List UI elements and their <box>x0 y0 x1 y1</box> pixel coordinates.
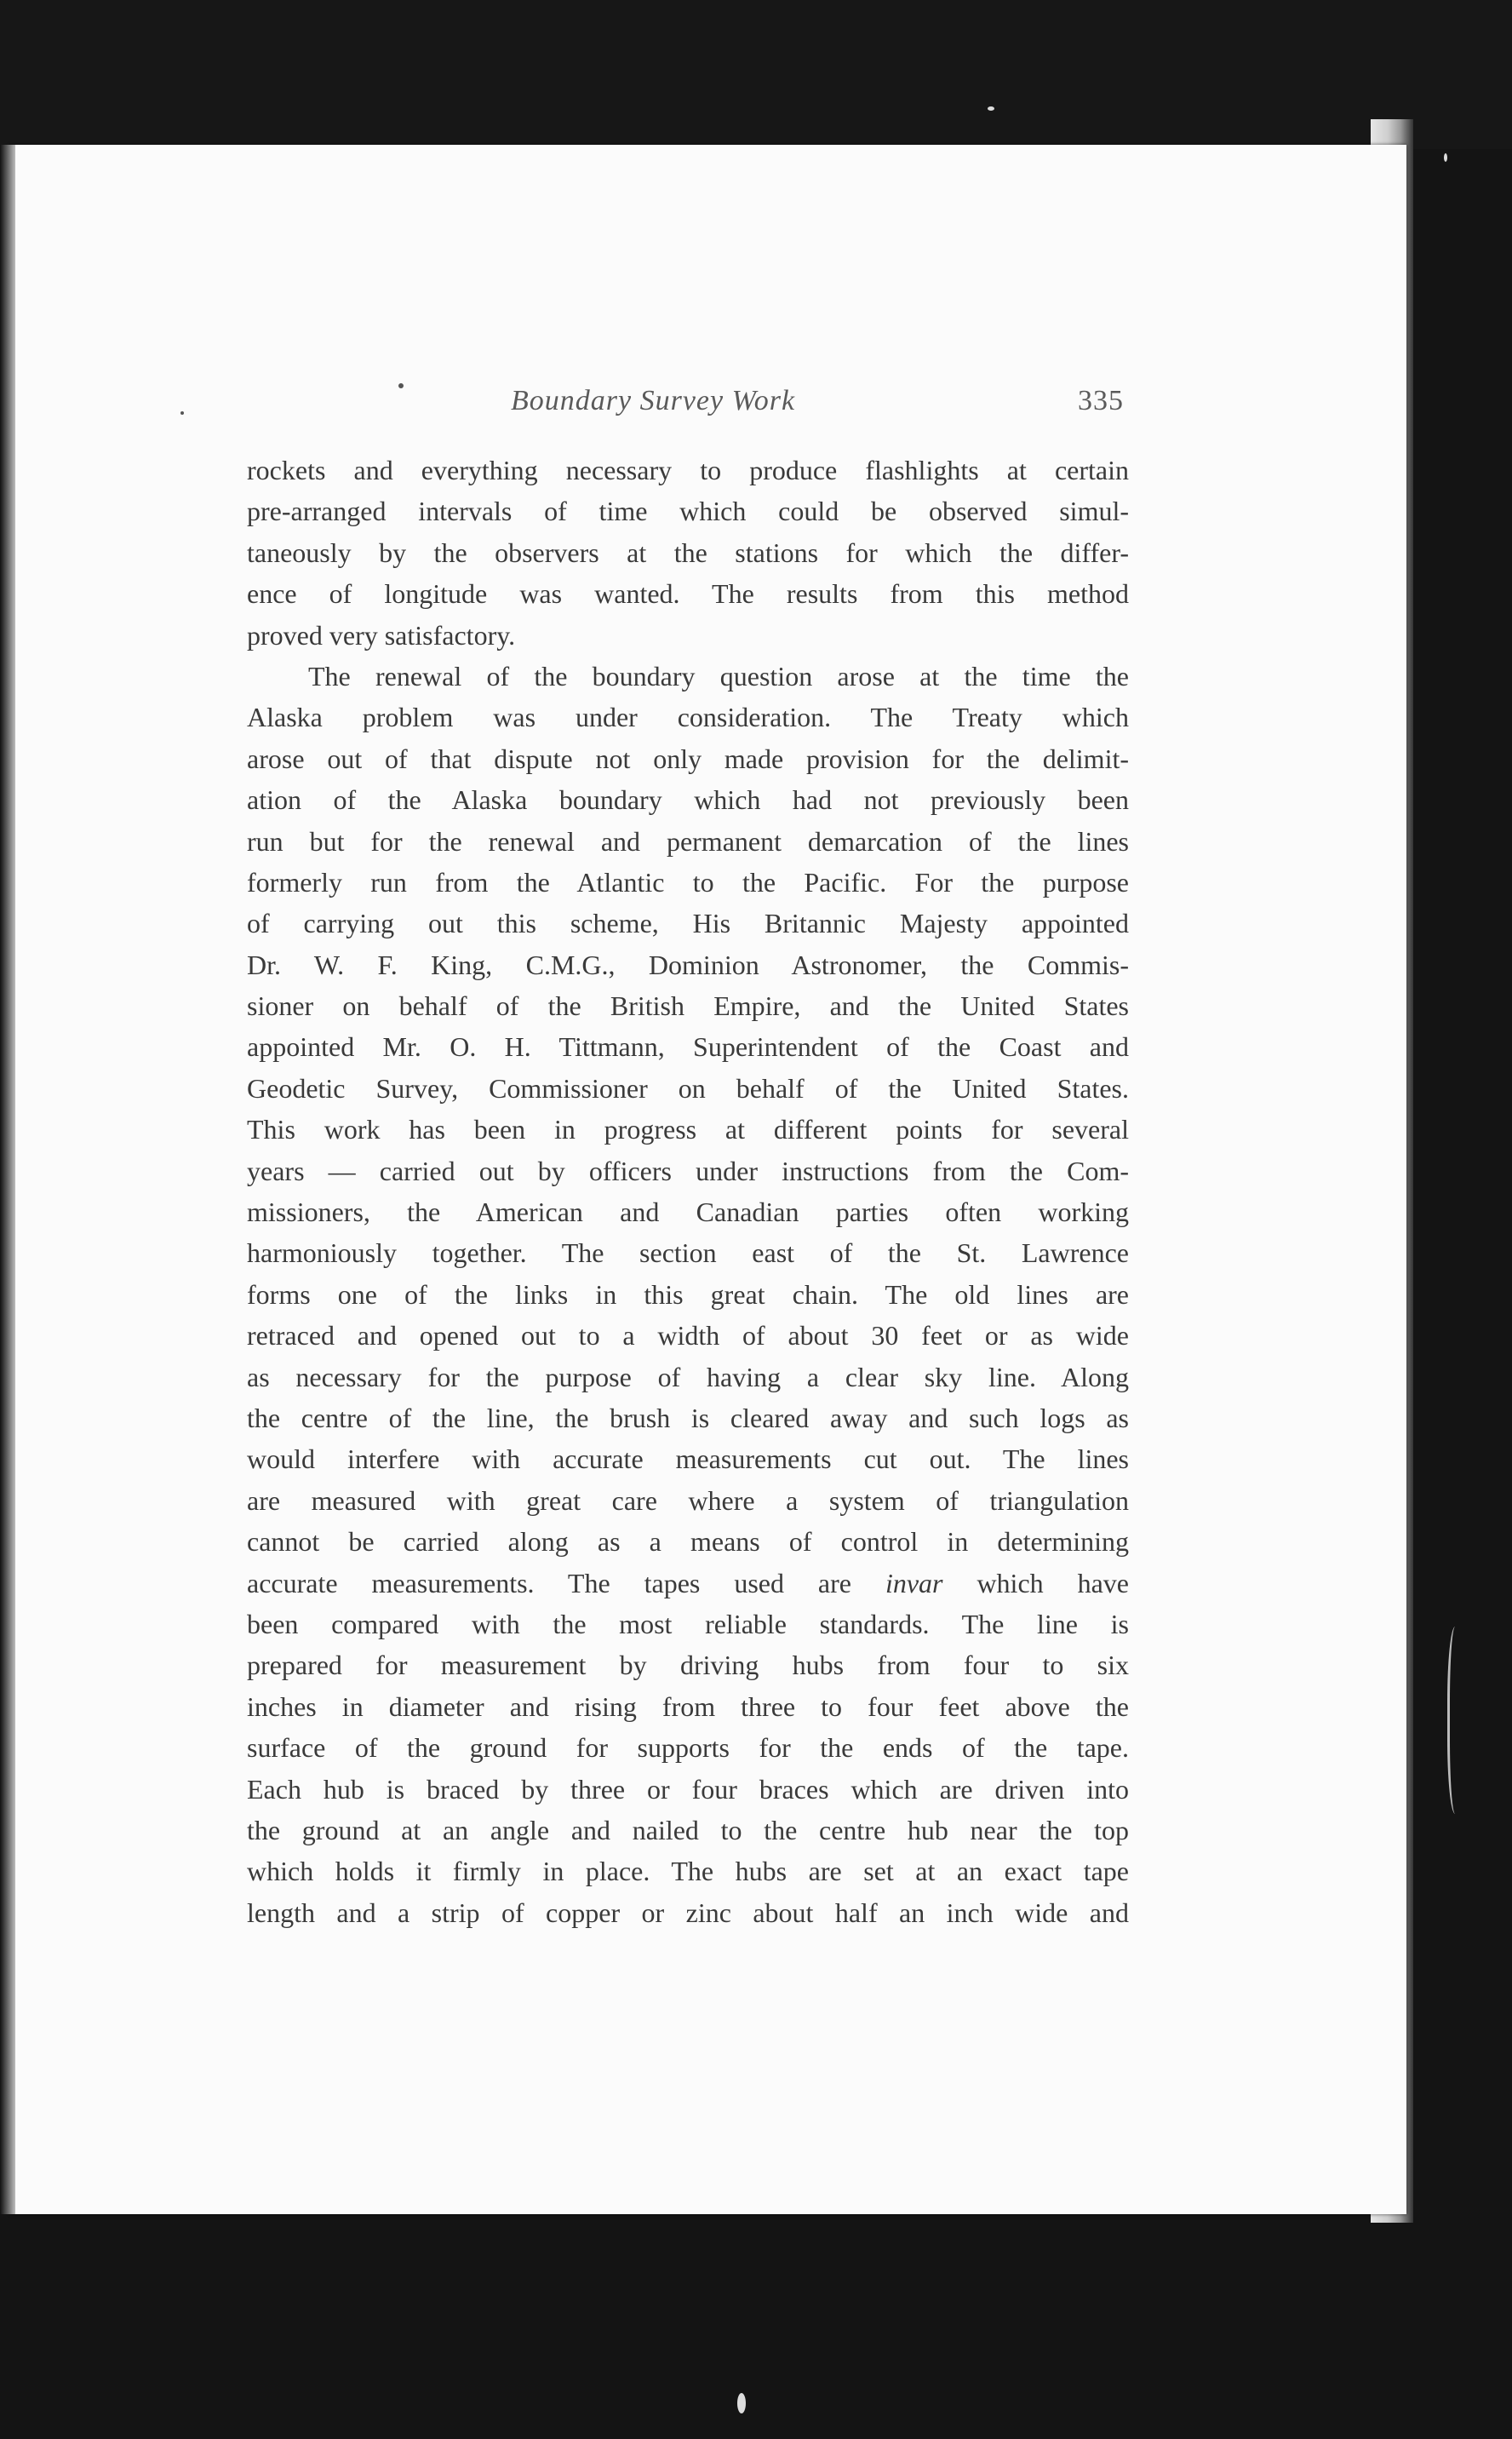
emphasized-word: invar <box>885 1567 943 1598</box>
text-line: are measured with great care where a system of triangulation <box>247 1484 1129 1516</box>
dust-speck <box>180 411 184 415</box>
text-line: prepared for measurement by driving hubs from four to six <box>247 1650 1129 1681</box>
text-line: ation of the Alaska boundary which had not previously been <box>247 784 1129 816</box>
text-line: accurate measurements. The tapes used are invar which have <box>247 1567 1129 1598</box>
page-curl-mark <box>1447 1627 1467 1814</box>
dust-speck <box>398 383 404 388</box>
dust-speck <box>1444 153 1447 162</box>
text-line: forms one of the links in this great chain. The old lines are <box>247 1278 1129 1310</box>
text-line: which holds it firmly in place. The hubs are set at an exact tape <box>247 1856 1129 1887</box>
text-line: taneously by the observers at the stations for which the differ- <box>247 537 1129 568</box>
running-title: Boundary Survey Work <box>511 385 796 416</box>
text-line: Alaska problem was under consideration. The Treaty which <box>247 702 1129 733</box>
text-line: run but for the renewal and permanent demarcation of the lines <box>247 825 1129 857</box>
text-line: This work has been in progress at different points for several <box>247 1114 1129 1145</box>
text-line: the ground at an angle and nailed to the centre hub near the top <box>247 1814 1129 1845</box>
dust-speck <box>737 2393 746 2413</box>
text-line: sioner on behalf of the British Empire, and the United States <box>247 990 1129 1022</box>
text-line: surface of the ground for supports for the ends of the tape. <box>247 1732 1129 1764</box>
text-line: as necessary for the purpose of having a clear sky line. Along <box>247 1361 1129 1392</box>
text-line: proved very satisfactory. <box>247 619 516 651</box>
text-line: cannot be carried along as a means of control in determining <box>247 1526 1129 1558</box>
text-line: harmoniously together. The section east of the St. Lawrence <box>247 1237 1129 1269</box>
page-number: 335 <box>1078 385 1124 416</box>
text-line: would interfere with accurate measurements cut out. The lines <box>247 1443 1129 1475</box>
text-line: The renewal of the boundary question arose at the time the <box>308 660 1129 692</box>
text-line: appointed Mr. O. H. Tittmann, Superintendent of the Coast and <box>247 1031 1129 1063</box>
text-line: inches in diameter and rising from three to four feet above the <box>247 1690 1129 1722</box>
text-line: Each hub is braced by three or four braces which are driven into <box>247 1773 1129 1805</box>
spine-shadow <box>0 145 15 2214</box>
text-line: of carrying out this scheme, His Britannic Majesty appointed <box>247 908 1129 939</box>
text-line: Dr. W. F. King, C.M.G., Dominion Astronomer, the Commis- <box>247 949 1129 980</box>
text-line: rockets and everything necessary to produce flashlights at certain <box>247 455 1129 485</box>
text-line: the centre of the line, the brush is cleared away and such logs as <box>247 1402 1129 1433</box>
text-line: length and a strip of copper or zinc about half an inch wide and <box>247 1897 1129 1928</box>
text-line: arose out of that dispute not only made provision for the delimit- <box>247 743 1129 774</box>
running-head <box>511 385 1124 426</box>
dust-speck <box>988 106 994 111</box>
scan-background-top <box>0 0 1512 149</box>
text-line: years — carried out by officers under instructions from the Com- <box>247 1155 1129 1186</box>
body-text <box>247 450 1129 1933</box>
text-line: retraced and opened out to a width of about 30 feet or as wide <box>247 1320 1129 1351</box>
text-line: been compared with the most reliable standards. The line is <box>247 1608 1129 1639</box>
text-line: ence of longitude was wanted. The results from this method <box>247 578 1129 610</box>
text-line: missioners, the American and Canadian parties often working <box>247 1197 1129 1228</box>
text-line: Geodetic Survey, Commissioner on behalf of the United States. <box>247 1072 1129 1104</box>
text-line: pre-arranged intervals of time which could be observed simul- <box>247 496 1129 527</box>
text-line: formerly run from the Atlantic to the Pacific. For the purpose <box>247 866 1129 898</box>
